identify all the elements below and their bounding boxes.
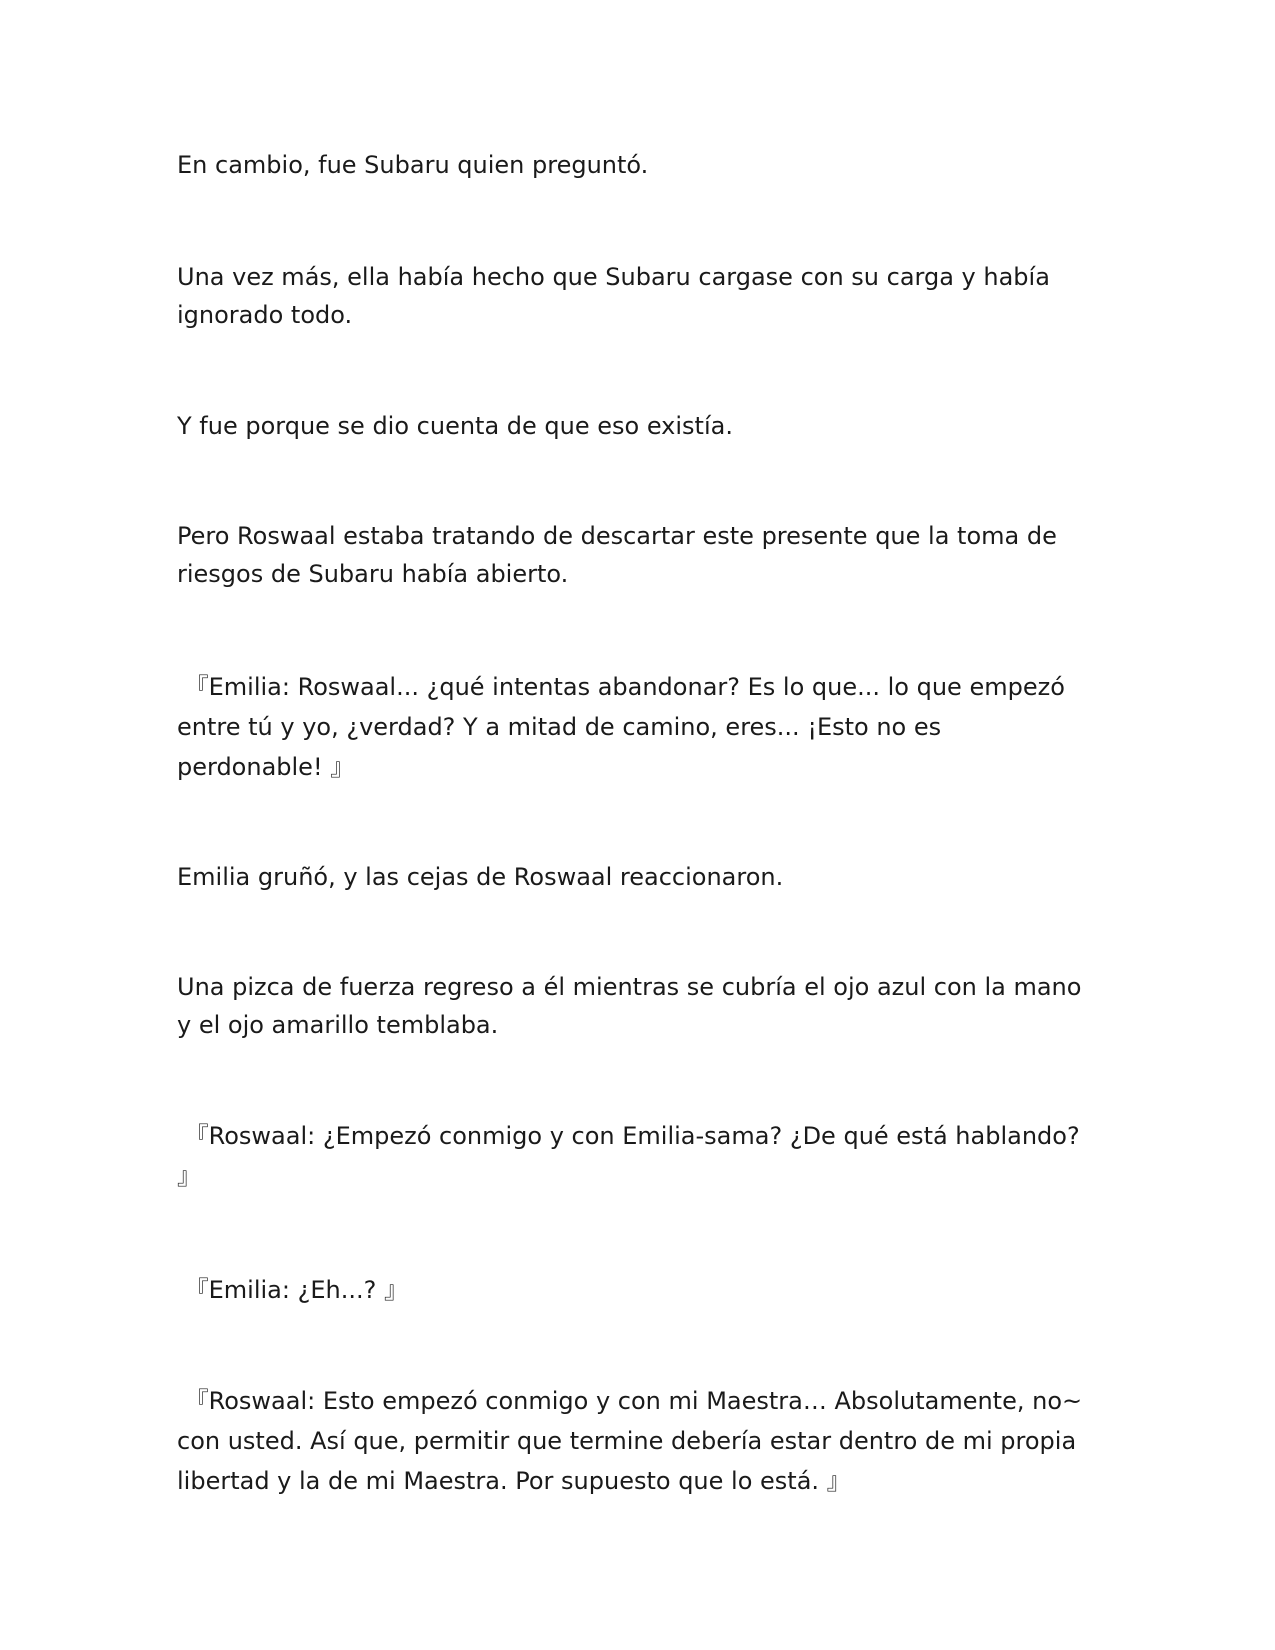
paragraph-3: Y fue porque se dio cuenta de que eso existía.	[177, 412, 733, 440]
paragraph-4: Pero Roswaal estaba tratando de descartar este presente que la toma de riesgos de Subaru había abierto.	[177, 522, 1057, 588]
paragraph-7: Una pizca de fuerza regreso a él mientras se cubría el ojo azul con la mano y el ojo amarillo temblaba.	[177, 973, 1082, 1039]
paragraph-1: En cambio, fue Subaru quien preguntó.	[177, 151, 649, 179]
dialogue-emilia-2: 『Emilia: ¿Eh...? 』	[177, 1276, 408, 1304]
dialogue-emilia-1: 『Emilia: Roswaal... ¿qué intentas abandonar? Es lo que... lo que empezó entre tú y yo, ¿verdad? Y a mitad de camino, eres... ¡Esto no es perdonable! 』	[177, 673, 1065, 781]
dialogue-roswaal-1: 『Roswaal: ¿Empezó conmigo y con Emilia-sama? ¿De qué está hablando? 』	[177, 1122, 1080, 1190]
dialogue-roswaal-2: 『Roswaal: Esto empezó conmigo y con mi Maestra… Absolutamente, no~ con usted. Así que, permitir que termine debería estar dentro de mi propia libertad y la de mi Maestra. Por supuesto que lo está. 』	[177, 1387, 1083, 1495]
paragraph-6: Emilia gruñó, y las cejas de Roswaal reaccionaron.	[177, 863, 784, 891]
paragraph-2: Una vez más, ella había hecho que Subaru cargase con su carga y había ignorado todo.	[177, 263, 1050, 329]
